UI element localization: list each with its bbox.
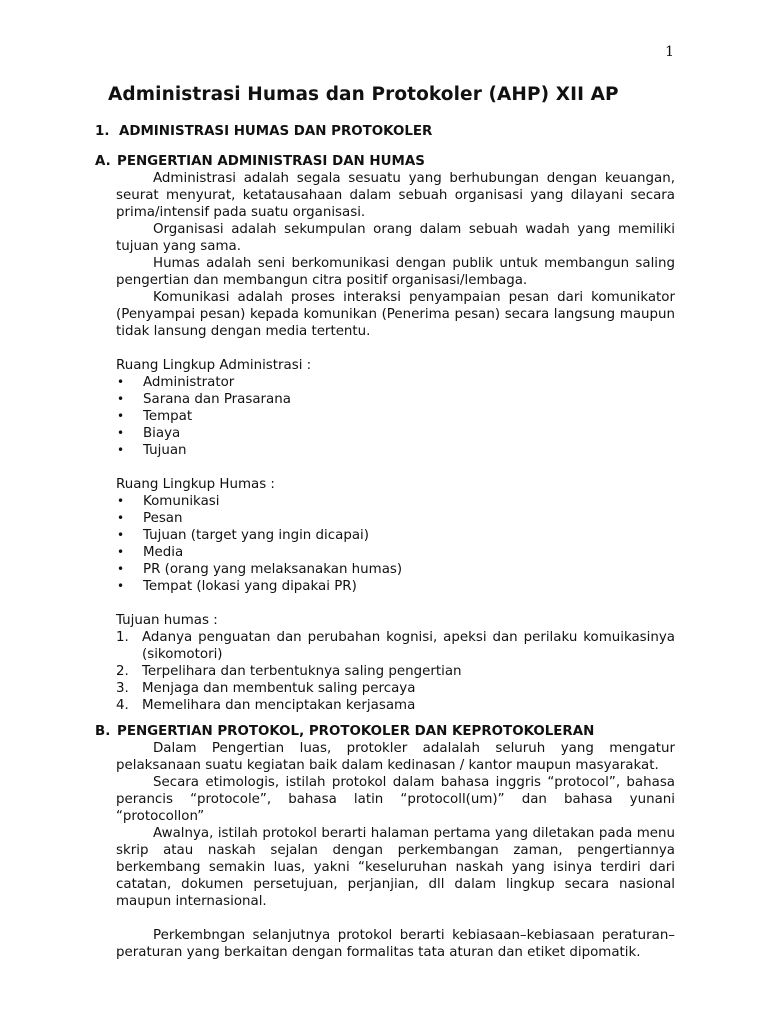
bullet-icon: • [117, 494, 125, 508]
list-item [95, 527, 675, 544]
list-item [116, 629, 675, 663]
bullet-icon: • [117, 426, 125, 440]
list-item [95, 442, 675, 459]
bullet-icon: • [117, 562, 125, 576]
bullet-icon: • [117, 409, 125, 423]
section-1-number: 1. [95, 124, 110, 139]
list-item [95, 374, 675, 391]
section-a-letter: A. [95, 154, 111, 169]
list-item [95, 391, 675, 408]
list-item-text: Tempat (lokasi yang dipakai PR) [143, 579, 357, 594]
document-title: Administrasi Humas dan Protokoler (AHP) XII AP [108, 84, 619, 105]
list-item [95, 408, 675, 425]
bullet-icon: • [117, 528, 125, 542]
bullet-icon: • [117, 579, 125, 593]
list-item-text: Terpelihara dan terbentuknya saling pengertian [142, 664, 462, 679]
list-item [95, 544, 675, 561]
ruang-lingkup-humas-list [95, 493, 675, 595]
list-item-text: Administrator [143, 375, 235, 390]
paragraph-administrasi: Administrasi adalah segala sesuatu yang berhubungan dengan keuangan, seurat menyurat, ketatausahaan dalam sebuah organisasi yang dilayani secara prima/intensif pada suatu organisasi. [116, 171, 675, 220]
list-item-text: Tujuan (target yang ingin dicapai) [143, 528, 369, 543]
section-b-heading [95, 723, 675, 740]
paragraph-awalnya: Awalnya, istilah protokol berarti halaman pertama yang diletakan pada menu skrip atau naskah sejalan dengan perkembangan zaman, pengertiannya berkembang semakin luas, yakni “keseluruhan naskah yang isinya terdiri dari catatan, dokumen persetujuan, perjanjian, dll dalam lingkup secara nasional maupun internasional. [116, 826, 675, 909]
paragraph-perkembangan: Perkembngan selanjutnya protokol berarti kebiasaan–kebiasaan peraturan–peraturan yang berkaitan dengan formalitas tata aturan dan etiket dipomatik. [116, 928, 675, 960]
list-item-number: 3. [116, 681, 129, 696]
list-item-text: Tujuan [143, 443, 187, 458]
ruang-lingkup-humas-label: Ruang Lingkup Humas : [116, 477, 275, 492]
ruang-lingkup-administrasi-label: Ruang Lingkup Administrasi : [116, 358, 312, 373]
list-item-text: Pesan [143, 511, 183, 526]
list-item-text: Menjaga dan membentuk saling percaya [142, 681, 416, 696]
section-b-title [117, 723, 594, 740]
section-1-title: ADMINISTRASI HUMAS DAN PROTOKOLER [119, 124, 433, 139]
section-b-title-part2: PROTOKOLER DAN KEPROTOKOLERAN [308, 724, 595, 739]
list-item [95, 578, 675, 595]
list-item-text: Memelihara dan menciptakan kerjasama [142, 698, 416, 713]
bullet-icon: • [117, 443, 125, 457]
paragraph-organisasi: Organisasi adalah sekumpulan orang dalam sebuah wadah yang memiliki tujuan yang sama. [116, 222, 675, 254]
list-item-text: Adanya penguatan dan perubahan kognisi, apeksi dan perilaku komuikasinya (sikomotori) [142, 630, 675, 662]
list-item [116, 697, 675, 714]
tujuan-humas-list [116, 629, 675, 714]
list-item-text: Biaya [143, 426, 181, 441]
section-b-title-part1: PENGERTIAN PROTOKOL [117, 724, 300, 739]
bullet-icon: • [117, 392, 125, 406]
section-b-title-separator: , [299, 724, 309, 739]
list-item-text: Media [143, 545, 184, 560]
list-item-text: Tempat [143, 409, 193, 424]
ruang-lingkup-administrasi-list [95, 374, 675, 459]
tujuan-humas-label: Tujuan humas : [116, 613, 218, 628]
paragraph-etimologis: Secara etimologis, istilah protokol dalam bahasa inggris “protocol”, bahasa perancis “protocole”, bahasa latin “protocoll(um)” dan bahasa yunani “protocollon” [116, 775, 675, 824]
list-item-number: 1. [116, 630, 129, 645]
list-item-text: PR (orang yang melaksanakan humas) [143, 562, 403, 577]
list-item [95, 510, 675, 527]
paragraph-pengertian-luas: Dalam Pengertian luas, protokler adalalah seluruh yang mengatur pelaksanaan suatu kegiatan baik dalam kedinasan / kantor maupun masyarakat. [116, 741, 675, 773]
list-item-number: 4. [116, 698, 129, 713]
section-a-heading [95, 153, 675, 170]
list-item [95, 425, 675, 442]
bullet-icon: • [117, 545, 125, 559]
paragraph-humas: Humas adalah seni berkomunikasi dengan publik untuk membangun saling pengertian dan membangun citra positif organisasi/lembaga. [116, 256, 675, 288]
section-1-heading [95, 123, 675, 140]
list-item [116, 680, 675, 697]
bullet-icon: • [117, 511, 125, 525]
list-item [116, 663, 675, 680]
list-item-text: Komunikasi [143, 494, 220, 509]
bullet-icon: • [117, 375, 125, 389]
paragraph-komunikasi: Komunikasi adalah proses interaksi penyampaian pesan dari komunikator (Penyampai pesan) kepada komunikan (Penerima pesan) secara langsung maupun tidak lansung dengan media tertentu. [116, 290, 675, 339]
list-item-text: Sarana dan Prasarana [143, 392, 291, 407]
section-b-letter: B. [95, 724, 111, 739]
section-a-title: PENGERTIAN ADMINISTRASI DAN HUMAS [117, 154, 425, 169]
list-item [95, 561, 675, 578]
list-item [95, 493, 675, 510]
document-body [95, 123, 675, 961]
page-number: 1 [665, 44, 674, 60]
list-item-number: 2. [116, 664, 129, 679]
